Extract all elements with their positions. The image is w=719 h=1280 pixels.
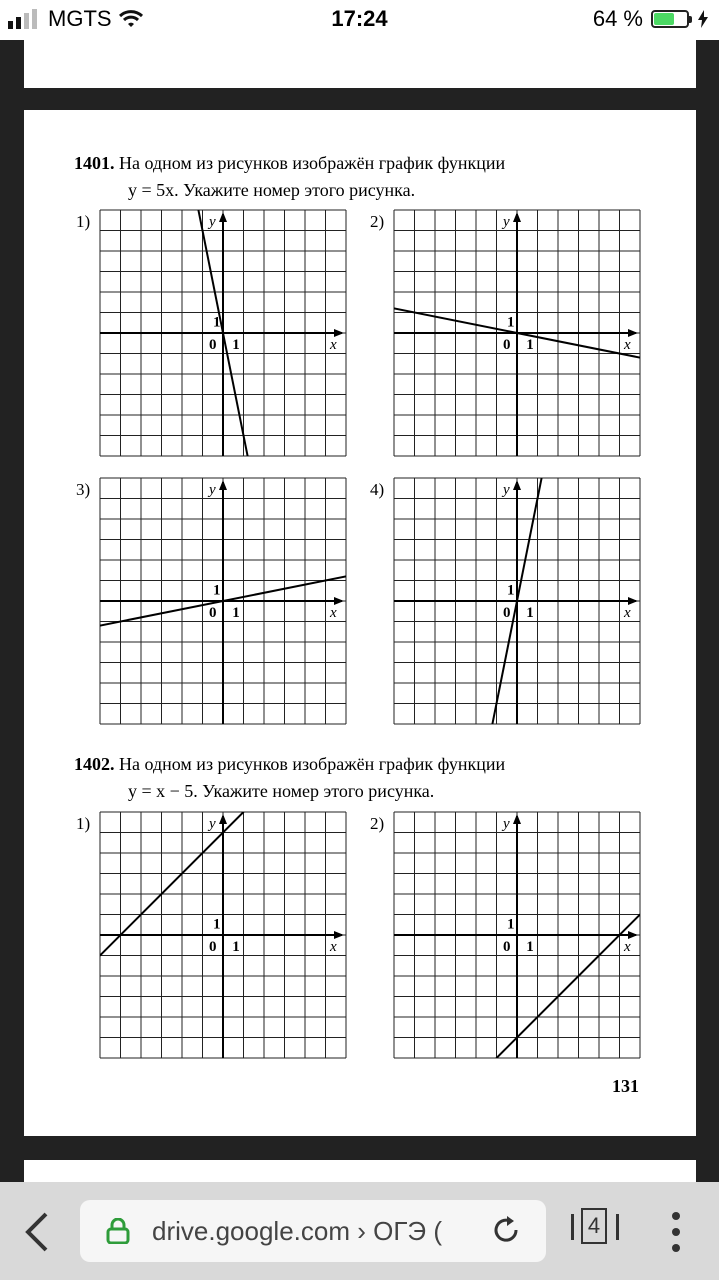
x-unit-label: 1: [232, 605, 240, 621]
x-unit-label: 1: [526, 337, 534, 353]
browser-toolbar: [0, 1182, 719, 1280]
page-number: 131: [612, 1076, 639, 1096]
graph-1402-2: [394, 812, 644, 1064]
y-axis-arrow: [513, 814, 521, 824]
graph-label: 1): [76, 212, 91, 231]
more-menu-icon[interactable]: [664, 1208, 688, 1256]
y-axis-label: y: [503, 816, 510, 832]
y-axis-arrow: [219, 480, 227, 490]
graph-label: 3): [76, 480, 91, 499]
y-unit-label: 1: [213, 916, 221, 933]
y-axis-label: y: [503, 214, 510, 230]
problem-number: 1401.: [74, 153, 115, 173]
y-unit-label: 1: [213, 314, 221, 331]
origin-label: 0: [503, 939, 511, 955]
origin-label: 0: [209, 605, 217, 621]
graph-1401-3: [100, 478, 350, 730]
carrier-name: MGTS: [48, 6, 112, 31]
battery-percent: 64 %: [592, 6, 643, 31]
x-axis-label: x: [330, 337, 337, 353]
graph-label: 4): [370, 480, 385, 499]
origin-label: 0: [209, 337, 217, 353]
x-axis-arrow: [628, 597, 638, 605]
y-unit-label: 1: [213, 582, 221, 599]
graph-1401-2: [394, 210, 644, 462]
x-axis-label: x: [330, 605, 337, 621]
x-axis-label: x: [624, 337, 631, 353]
x-axis-label: x: [624, 939, 631, 955]
x-unit-label: 1: [526, 605, 534, 621]
y-unit-label: 1: [507, 916, 515, 933]
x-axis-label: x: [624, 605, 631, 621]
tabs-button[interactable]: [568, 1206, 624, 1254]
y-axis-label: y: [209, 816, 216, 832]
x-unit-label: 1: [526, 939, 534, 955]
status-bar: [0, 0, 719, 40]
y-axis-label: y: [209, 482, 216, 498]
graph-1401-4: [394, 478, 644, 730]
url-text: drive.google.com › ОГЭ (: [152, 1216, 442, 1246]
origin-label: 0: [209, 939, 217, 955]
x-axis-arrow: [628, 931, 638, 939]
next-page: [24, 1160, 696, 1182]
y-axis-label: y: [503, 482, 510, 498]
graph-label: 2): [370, 814, 385, 833]
y-axis-arrow: [513, 212, 521, 222]
origin-label: 0: [503, 605, 511, 621]
y-unit-label: 1: [507, 582, 515, 599]
tabs-count: 4: [581, 1208, 607, 1244]
graph-1402-1: [100, 812, 350, 1064]
x-axis-arrow: [334, 329, 344, 337]
graph-1401-1: [100, 210, 350, 462]
problem-text: На одном из рисунков изображён график функции: [114, 754, 506, 774]
x-axis-arrow: [334, 597, 344, 605]
problem-1401: [74, 150, 644, 204]
charging-icon: [697, 10, 709, 28]
document-page: [24, 110, 696, 1136]
x-axis-arrow: [334, 931, 344, 939]
back-icon[interactable]: [20, 1210, 56, 1254]
problem-1402: [74, 751, 644, 805]
graph-label: 1): [76, 814, 91, 833]
graph-label: 2): [370, 212, 385, 231]
x-axis-arrow: [628, 329, 638, 337]
previous-page: [24, 40, 696, 88]
problem-text: На одном из рисунков изображён график функции: [114, 153, 506, 173]
problem-text-line2: y = x − 5. Укажите номер этого рисунка.: [128, 781, 435, 801]
x-axis-label: x: [330, 939, 337, 955]
lock-icon: [106, 1218, 130, 1244]
address-bar[interactable]: [80, 1200, 546, 1262]
y-axis-arrow: [513, 480, 521, 490]
x-unit-label: 1: [232, 337, 240, 353]
clock: 17:24: [331, 6, 388, 31]
y-axis-label: y: [209, 214, 216, 230]
problem-text-line2: y = 5x. Укажите номер этого рисунка.: [128, 180, 416, 200]
origin-label: 0: [503, 337, 511, 353]
reload-icon[interactable]: [490, 1214, 522, 1246]
problem-number: 1402.: [74, 754, 115, 774]
y-axis-arrow: [219, 212, 227, 222]
y-axis-arrow: [219, 814, 227, 824]
battery-icon: [651, 10, 689, 28]
function-line: [312, 292, 719, 374]
x-unit-label: 1: [232, 939, 240, 955]
y-unit-label: 1: [507, 314, 515, 331]
